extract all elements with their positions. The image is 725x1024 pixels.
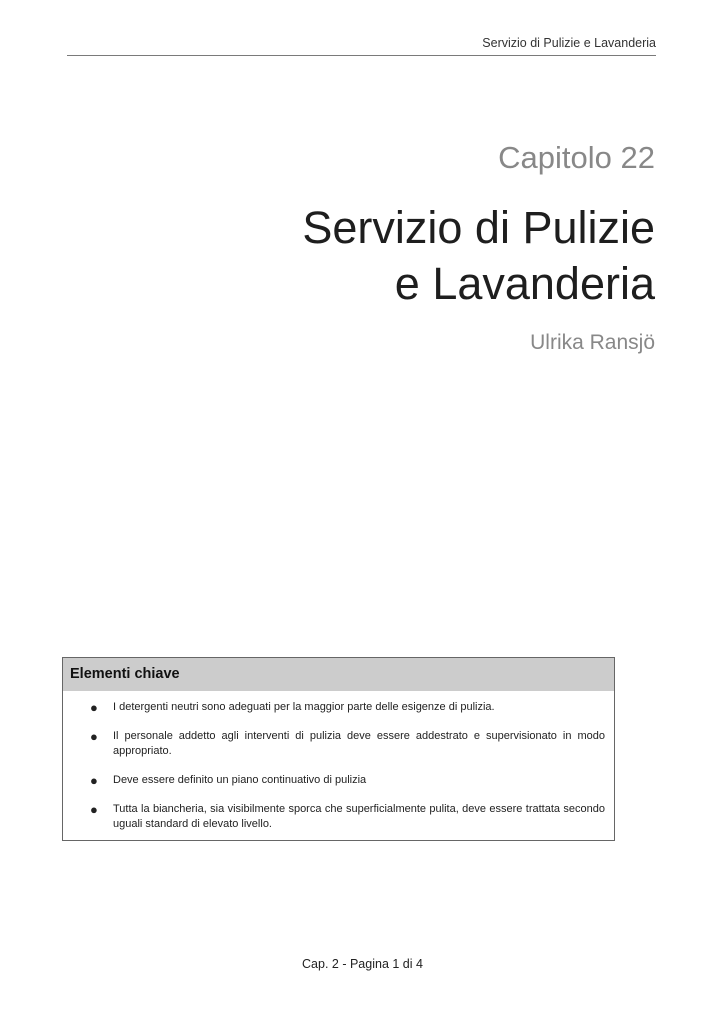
list-item-text: Deve essere definito un piano continuativo di pulizia <box>113 774 367 786</box>
chapter-author: Ulrika Ransjö <box>530 331 655 354</box>
list-item <box>63 729 605 759</box>
list-item-text: Tutta la biancheria, sia visibilmente sporca che superficialmente pulita, deve essere trattata secondo uguali standard di elevato livello. <box>113 803 605 830</box>
key-elements-heading: Elementi chiave <box>63 658 614 691</box>
page-footer <box>0 957 725 971</box>
bullet-icon: ● <box>90 700 98 715</box>
chapter-title-line: Servizio di Pulizie <box>302 202 655 253</box>
chapter-label: Capitolo 22 <box>498 140 655 175</box>
list-item-text: I detergenti neutri sono adeguati per la maggior parte delle esigenze di pulizia. <box>113 701 495 713</box>
list-item <box>63 773 605 788</box>
chapter-title-line: e Lavanderia <box>394 258 655 309</box>
bullet-icon: ● <box>90 802 98 817</box>
list-item <box>63 700 605 715</box>
bullet-icon: ● <box>90 773 98 788</box>
key-elements-box <box>62 657 615 841</box>
bullet-icon: ● <box>90 729 98 744</box>
list-item <box>63 802 605 832</box>
key-elements-list <box>63 691 614 832</box>
running-header <box>67 36 656 56</box>
page-number: Cap. 2 - Pagina 1 di 4 <box>302 957 423 971</box>
list-item-text: Il personale addetto agli interventi di pulizia deve essere addestrato e supervisionato in modo appropriato. <box>113 730 605 757</box>
running-header-title: Servizio di Pulizie e Lavanderia <box>482 36 656 50</box>
chapter-title <box>302 200 655 312</box>
